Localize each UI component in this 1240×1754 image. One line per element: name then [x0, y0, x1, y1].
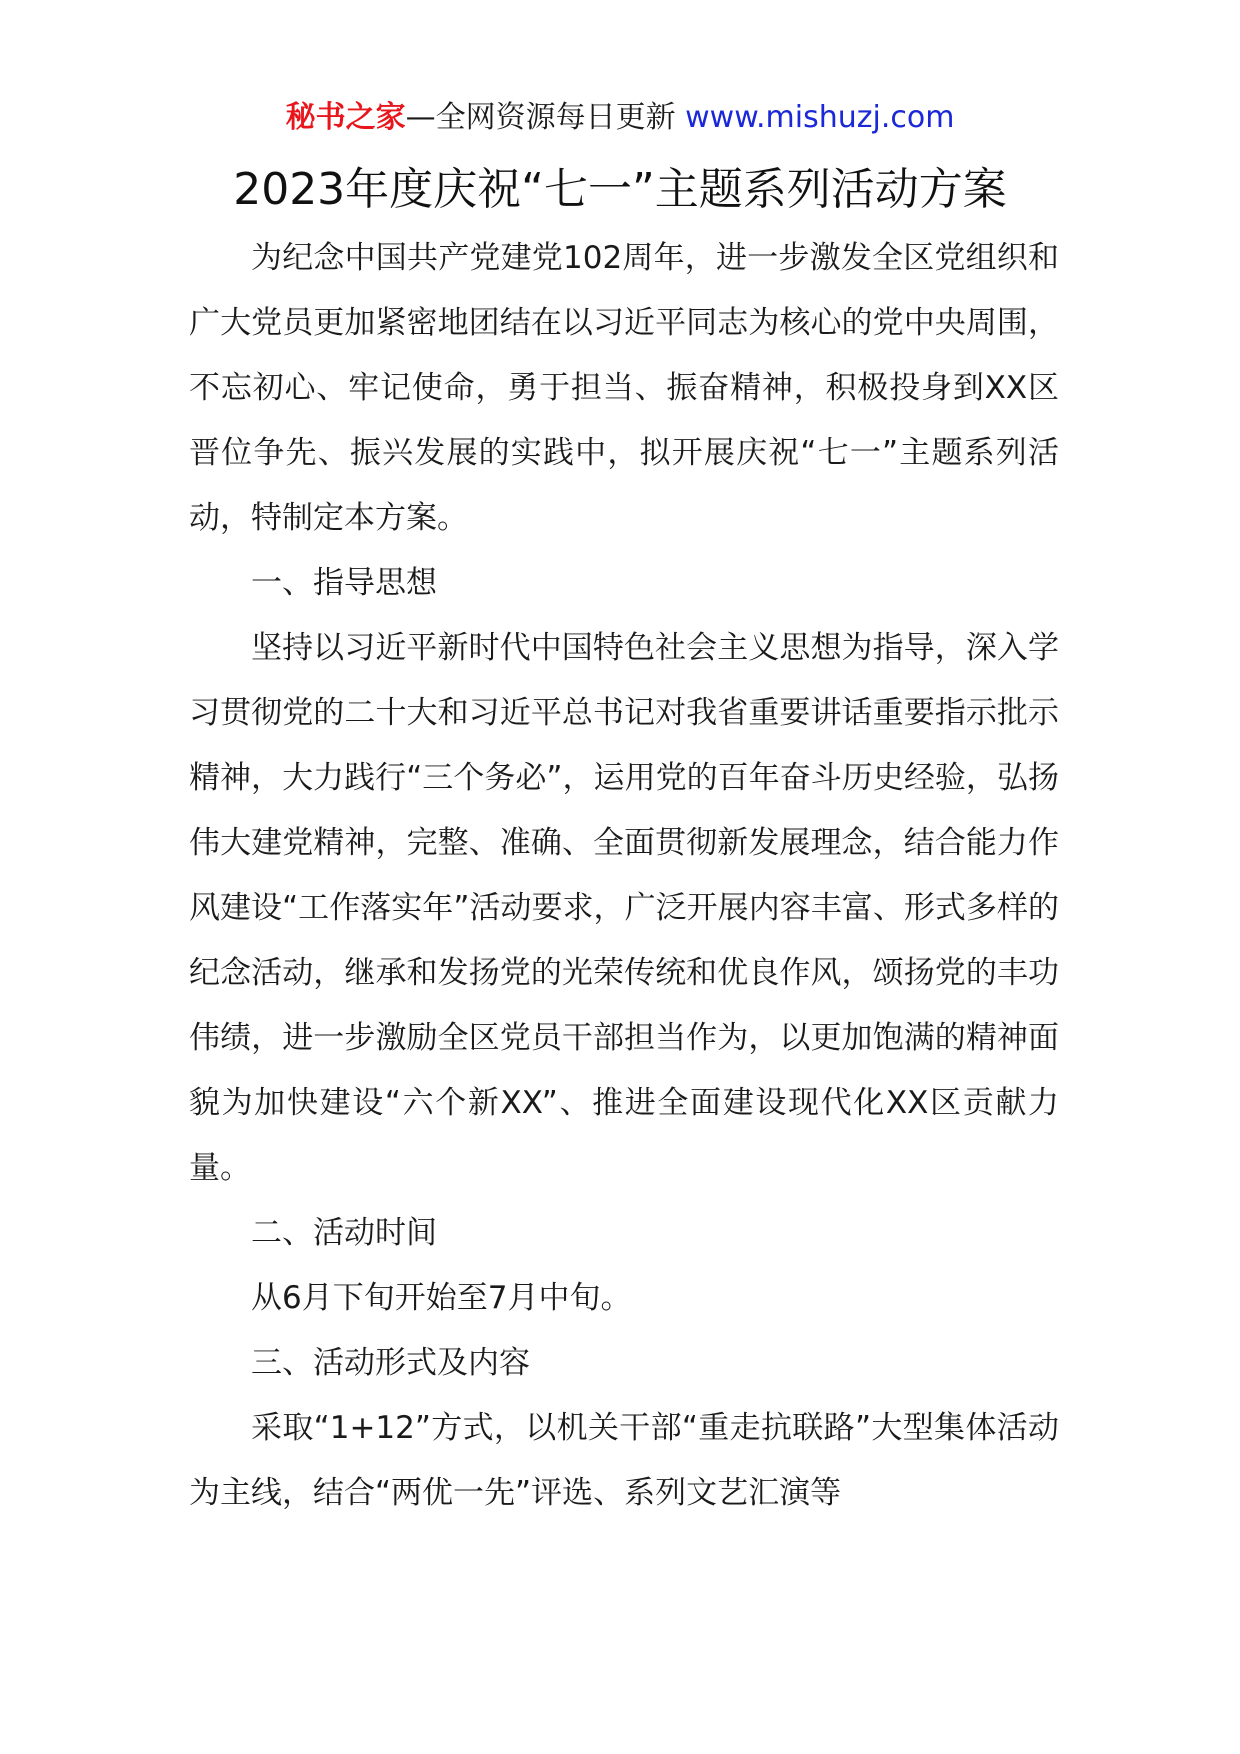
section-heading-activity-form: 三、活动形式及内容: [251, 1345, 530, 1381]
section-heading-guiding-thought: 一、指导思想: [251, 565, 437, 601]
intro-paragraph: 为纪念中国共产党建党102周年，进一步激发全区党组织和广大党员更加紧密地团结在以习近平同志为核心的党中央周围，不忘初心、牢记使命，勇于担当、振奋精神，积极投身到XX区晋位争先、振兴发展的实践中，拟开展庆祝“七一”主题系列活动，特制定本方案。: [189, 240, 1059, 536]
document-title: 2023年度庆祝“七一”主题系列活动方案: [233, 164, 1007, 215]
header-brand: 秘书之家: [285, 100, 406, 135]
section-heading-activity-time: 二、活动时间: [251, 1215, 437, 1251]
document-body: [189, 226, 1059, 1526]
activity-form-paragraph: 采取“1+12”方式，以机关干部“重走抗联路”大型集体活动为主线，结合“两优一先”评选、系列文艺汇演等: [189, 1410, 1059, 1511]
header-slogan: —全网资源每日更新: [405, 100, 686, 135]
activity-time-paragraph: 从6月下旬开始至7月中旬。: [251, 1280, 632, 1316]
header-site-link[interactable]: www.mishuzj.com: [685, 100, 955, 135]
watermark-header: [0, 98, 1240, 138]
guiding-thought-paragraph: 坚持以习近平新时代中国特色社会主义思想为指导，深入学习贯彻党的二十大和习近平总书记对我省重要讲话重要指示批示精神，大力践行“三个务必”，运用党的百年奋斗历史经验，弘扬伟大建党精神，完整、准确、全面贯彻新发展理念，结合能力作风建设“工作落实年”活动要求，广泛开展内容丰富、形式多样的纪念活动，继承和发扬党的光荣传统和优良作风，颂扬党的丰功伟绩，进一步激励全区党员干部担当作为，以更加饱满的精神面貌为加快建设“六个新XX”、推进全面建设现代化XX区贡献力量。: [189, 630, 1059, 1186]
